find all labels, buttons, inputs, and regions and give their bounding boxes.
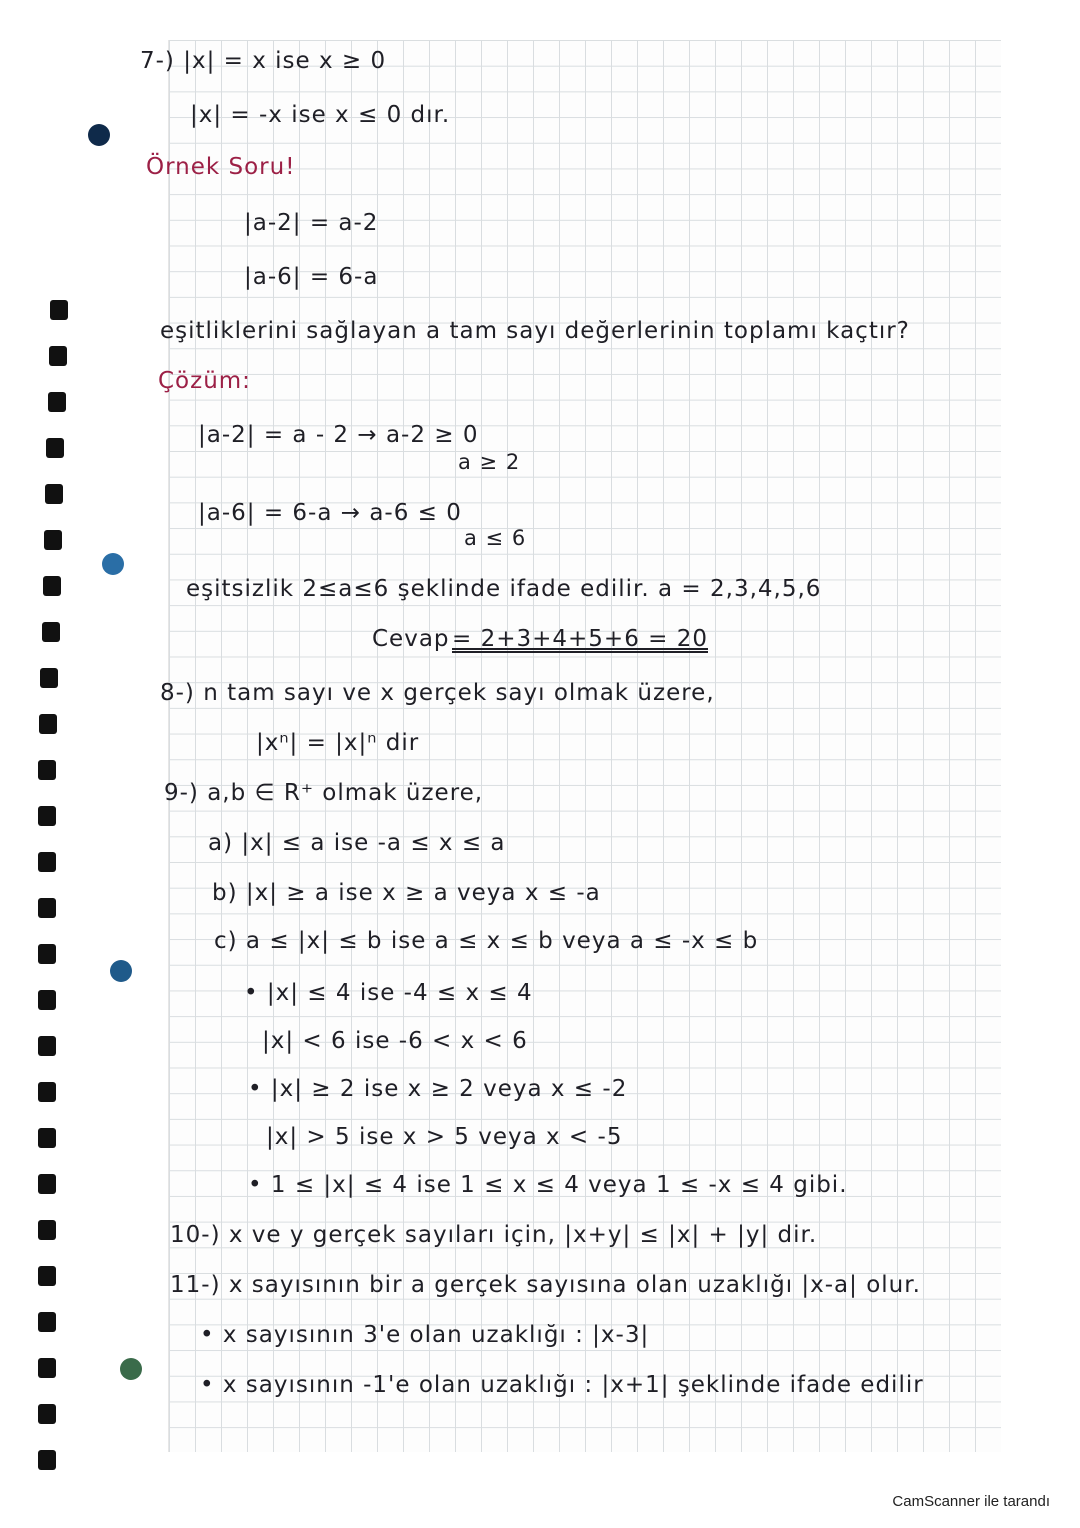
binding-hole — [38, 1358, 56, 1378]
rule-9-c: c) a ≤ |x| ≤ b ise a ≤ x ≤ b veya a ≤ -x ≤ b — [214, 928, 759, 954]
answer-label: Cevap — [372, 626, 450, 652]
rule-8: 8-) n tam sayı ve x gerçek sayı olmak üzere, — [160, 680, 715, 706]
rule-9: 9-) a,b ∈ R⁺ olmak üzere, — [164, 780, 484, 806]
binding-hole — [44, 530, 62, 550]
punch-hole — [102, 553, 124, 575]
solution-heading: Çözüm: — [158, 368, 251, 394]
binding-hole — [38, 944, 56, 964]
punch-hole — [88, 124, 110, 146]
binding-hole — [38, 1128, 56, 1148]
answer-value: = 2+3+4+5+6 = 20 — [452, 626, 708, 652]
rule-8-formula: |xⁿ| = |x|ⁿ dir — [256, 730, 420, 756]
binding-hole — [38, 1082, 56, 1102]
solution-step-2-result: a ≤ 6 — [464, 526, 527, 550]
example-item-1: • |x| ≤ 4 ise -4 ≤ x ≤ 4 — [244, 980, 533, 1006]
binding-hole — [38, 1220, 56, 1240]
binding-hole — [38, 1174, 56, 1194]
binding-hole — [38, 1312, 56, 1332]
binding-hole — [38, 852, 56, 872]
example-item-5: • 1 ≤ |x| ≤ 4 ise 1 ≤ x ≤ 4 veya 1 ≤ -x ≤ 4 gibi. — [248, 1172, 848, 1198]
binding-hole — [48, 392, 66, 412]
rule-9-b: b) |x| ≥ a ise x ≥ a veya x ≤ -a — [212, 880, 601, 906]
binding-hole — [38, 990, 56, 1010]
binding-hole — [38, 898, 56, 918]
binding-hole — [39, 714, 57, 734]
example-item-4: |x| > 5 ise x > 5 veya x < -5 — [266, 1124, 623, 1150]
rule-10: 10-) x ve y gerçek sayıları için, |x+y| ≤ |x| + |y| dir. — [170, 1222, 818, 1248]
example-equation-2: |a-6| = 6-a — [244, 264, 379, 290]
scanner-watermark: CamScanner ile tarandı — [892, 1493, 1050, 1510]
example-equation-1: |a-2| = a-2 — [244, 210, 379, 236]
binding-hole — [38, 1036, 56, 1056]
binding-hole — [38, 806, 56, 826]
binding-hole — [46, 438, 64, 458]
rule-11: 11-) x sayısının bir a gerçek sayısına olan uzaklığı |x-a| olur. — [170, 1272, 921, 1298]
binding-hole — [43, 576, 61, 596]
binding-hole — [50, 300, 68, 320]
example-item-3: • |x| ≥ 2 ise x ≥ 2 veya x ≤ -2 — [248, 1076, 628, 1102]
punch-hole — [110, 960, 132, 982]
binding-hole — [38, 1404, 56, 1424]
binding-hole — [38, 760, 56, 780]
binding-hole — [40, 668, 58, 688]
rule-11-example-2: • x sayısının -1'e olan uzaklığı : |x+1| şeklinde ifade edilir — [200, 1372, 924, 1398]
rule-7-line-2: |x| = -x ise x ≤ 0 dır. — [190, 102, 451, 128]
binding-hole — [45, 484, 63, 504]
solution-step-1-result: a ≥ 2 — [458, 450, 521, 474]
example-question: eşitliklerini sağlayan a tam sayı değerlerinin toplamı kaçtır? — [160, 318, 910, 344]
solution-step-2: |a-6| = 6-a → a-6 ≤ 0 — [198, 500, 462, 526]
binding-hole — [38, 1266, 56, 1286]
notebook-binding — [14, 300, 72, 1500]
example-item-2: |x| < 6 ise -6 < x < 6 — [262, 1028, 528, 1054]
rule-7-line-1: 7-) |x| = x ise x ≥ 0 — [140, 48, 387, 74]
binding-hole — [38, 1450, 56, 1470]
binding-hole — [49, 346, 67, 366]
punch-hole — [120, 1358, 142, 1380]
binding-hole — [42, 622, 60, 642]
solution-step-1: |a-2| = a - 2 → a-2 ≥ 0 — [198, 422, 479, 448]
rule-9-a: a) |x| ≤ a ise -a ≤ x ≤ a — [208, 830, 506, 856]
inequality-line: eşitsizlik 2≤a≤6 şeklinde ifade edilir. a = 2,3,4,5,6 — [186, 576, 822, 602]
rule-11-example-1: • x sayısının 3'e olan uzaklığı : |x-3| — [200, 1322, 650, 1348]
example-heading: Örnek Soru! — [146, 154, 296, 180]
